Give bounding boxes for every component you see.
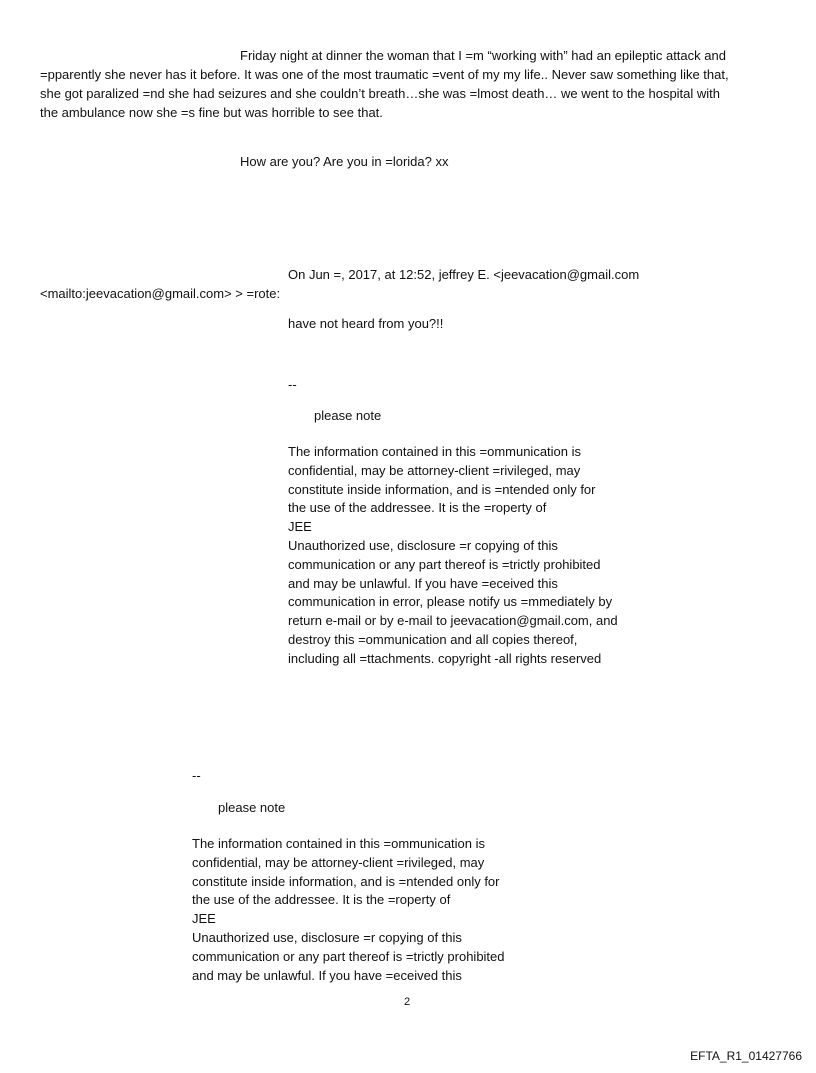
message-line: the ambulance now she =s fine but was horrible to see that. — [40, 105, 383, 120]
signature-note-title: please note — [218, 800, 286, 815]
disclaimer-line: and may be unlawful. If you have =eceived this — [192, 967, 462, 983]
message-question: How are you? Are you in =lorida? xx — [240, 154, 449, 169]
message-line: =pparently she never has it before. It was one of the most traumatic =vent of my my life.. Never saw something like that, — [40, 67, 729, 82]
disclaimer-line: communication or any part thereof is =trictly prohibited — [288, 556, 601, 572]
quoted-separator: -- — [288, 377, 297, 392]
message-line: she got paralized =nd she had seizures and she couldn’t breath…she was =lmost death… we went to the hospital with — [40, 86, 721, 101]
disclaimer-line: including all =ttachments. copyright -all rights reserved — [288, 650, 602, 666]
disclaimer-line: The information contained in this =ommunication is — [288, 444, 582, 459]
message-line: Friday night at dinner the woman that I =m “working with” had an epileptic attack and — [240, 48, 726, 63]
quoted-note-title: please note — [314, 408, 382, 423]
disclaimer-line: return e-mail or by e-mail to jeevacation@gmail.com, and — [288, 613, 618, 629]
disclaimer-line: Unauthorized use, disclosure =r copying of this — [192, 929, 462, 945]
quoted-disclaimer — [288, 443, 618, 669]
disclaimer-line: the use of the addressee. It is the =roperty of — [288, 500, 547, 516]
quoted-header: <mailto:jeevacation@gmail.com> > =rote: — [40, 286, 281, 301]
bates-number: EFTA_R1_01427766 — [690, 1049, 802, 1063]
disclaimer-line: and may be unlawful. If you have =eceived this — [288, 575, 558, 591]
disclaimer-line: JEE — [192, 911, 216, 927]
disclaimer-line: JEE — [288, 519, 312, 535]
signature-disclaimer — [192, 835, 505, 985]
disclaimer-line: communication or any part thereof is =trictly prohibited — [192, 948, 505, 964]
disclaimer-line: the use of the addressee. It is the =roperty of — [192, 892, 451, 908]
disclaimer-line: The information contained in this =ommunication is — [192, 836, 486, 851]
disclaimer-line: destroy this =ommunication and all copies thereof, — [288, 631, 578, 647]
disclaimer-line: communication in error, please notify us =mmediately by — [288, 594, 613, 610]
disclaimer-line: confidential, may be attorney-client =rivileged, may — [192, 854, 485, 870]
quoted-body: have not heard from you?!! — [288, 316, 444, 331]
quoted-header: On Jun =, 2017, at 12:52, jeffrey E. <jeevacation@gmail.com — [288, 267, 640, 282]
page-number: 2 — [404, 996, 411, 1008]
signature-separator: -- — [192, 768, 201, 783]
disclaimer-line: Unauthorized use, disclosure =r copying of this — [288, 537, 558, 553]
disclaimer-line: confidential, may be attorney-client =rivileged, may — [288, 462, 581, 478]
disclaimer-line: constitute inside information, and is =ntended only for — [288, 481, 596, 497]
disclaimer-line: constitute inside information, and is =ntended only for — [192, 873, 500, 889]
